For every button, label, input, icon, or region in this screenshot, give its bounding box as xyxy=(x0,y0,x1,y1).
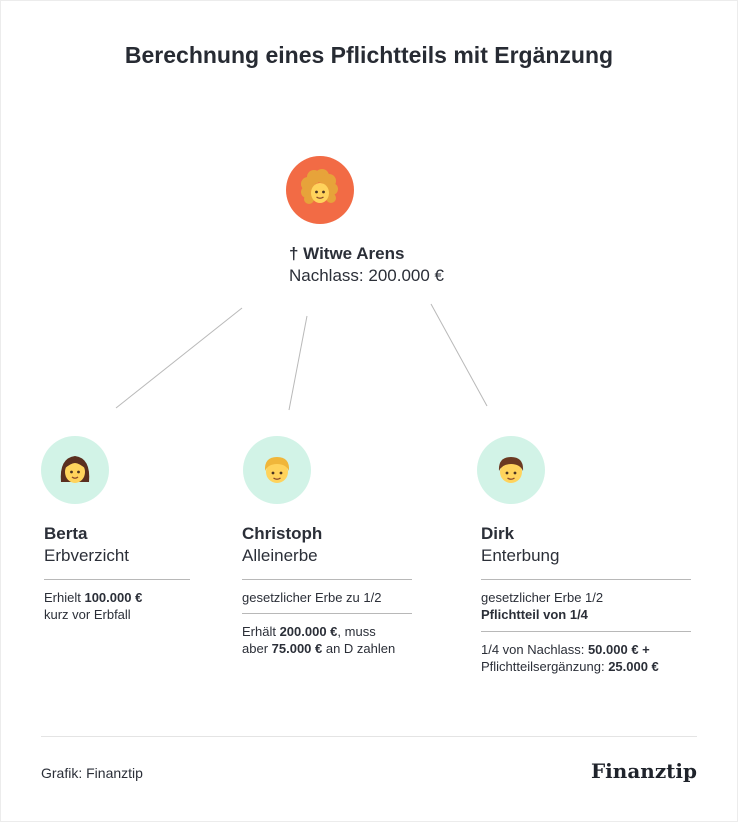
heir-name: Dirk xyxy=(481,524,515,543)
deceased-name: † Witwe Arens xyxy=(289,244,405,263)
footer-credit: Grafik: Finanztip xyxy=(41,765,143,781)
woman-face-icon xyxy=(41,436,109,504)
heir-detail-line-1: Erhält 200.000 €, muss xyxy=(242,624,376,639)
heir-note: gesetzlicher Erbe zu 1/2 xyxy=(242,590,382,605)
footer-divider xyxy=(41,736,697,737)
page-title: Berechnung eines Pflichtteils mit Ergänzung xyxy=(124,42,614,68)
deceased-estate: Nachlass: 200.000 € xyxy=(289,266,444,285)
berta-avatar xyxy=(41,436,109,504)
dirk-avatar xyxy=(477,436,545,504)
heir-detail-line-2: kurz vor Erbfall xyxy=(44,607,131,622)
heir-detail-line-2: Pflichtteilsergänzung: 25.000 € xyxy=(481,659,659,674)
boy-face-icon xyxy=(477,436,545,504)
connector-christoph xyxy=(289,316,307,410)
heir-card-christoph xyxy=(242,523,412,657)
blond-boy-face-icon xyxy=(243,436,311,504)
heir-detail-line-2: aber 75.000 € an D zahlen xyxy=(242,641,396,656)
heir-name: Berta xyxy=(44,524,88,543)
deceased-avatar xyxy=(286,156,354,224)
heir-name: Christoph xyxy=(242,524,323,543)
connector-berta xyxy=(116,308,242,408)
heir-note-1: gesetzlicher Erbe 1/2 xyxy=(481,590,604,605)
connector-dirk xyxy=(431,304,487,406)
heir-role: Enterbung xyxy=(481,546,560,565)
finanztip-logo: Finanztip xyxy=(590,759,697,783)
heir-role: Erbverzicht xyxy=(44,546,130,565)
heir-card-berta xyxy=(44,523,190,623)
heir-card-dirk xyxy=(481,523,691,675)
christoph-avatar xyxy=(243,436,311,504)
divider xyxy=(481,631,691,632)
woman-curly-hair-icon xyxy=(286,156,354,224)
heir-note-2: Pflichtteil von 1/4 xyxy=(481,607,588,622)
heir-detail-line-1: Erhielt 100.000 € xyxy=(44,590,143,605)
heir-role: Alleinerbe xyxy=(242,546,318,565)
divider xyxy=(44,579,190,580)
divider xyxy=(242,579,412,580)
heir-detail-line-1: 1/4 von Nachlass: 50.000 € + xyxy=(481,642,650,657)
divider xyxy=(242,613,412,614)
divider xyxy=(481,579,691,580)
